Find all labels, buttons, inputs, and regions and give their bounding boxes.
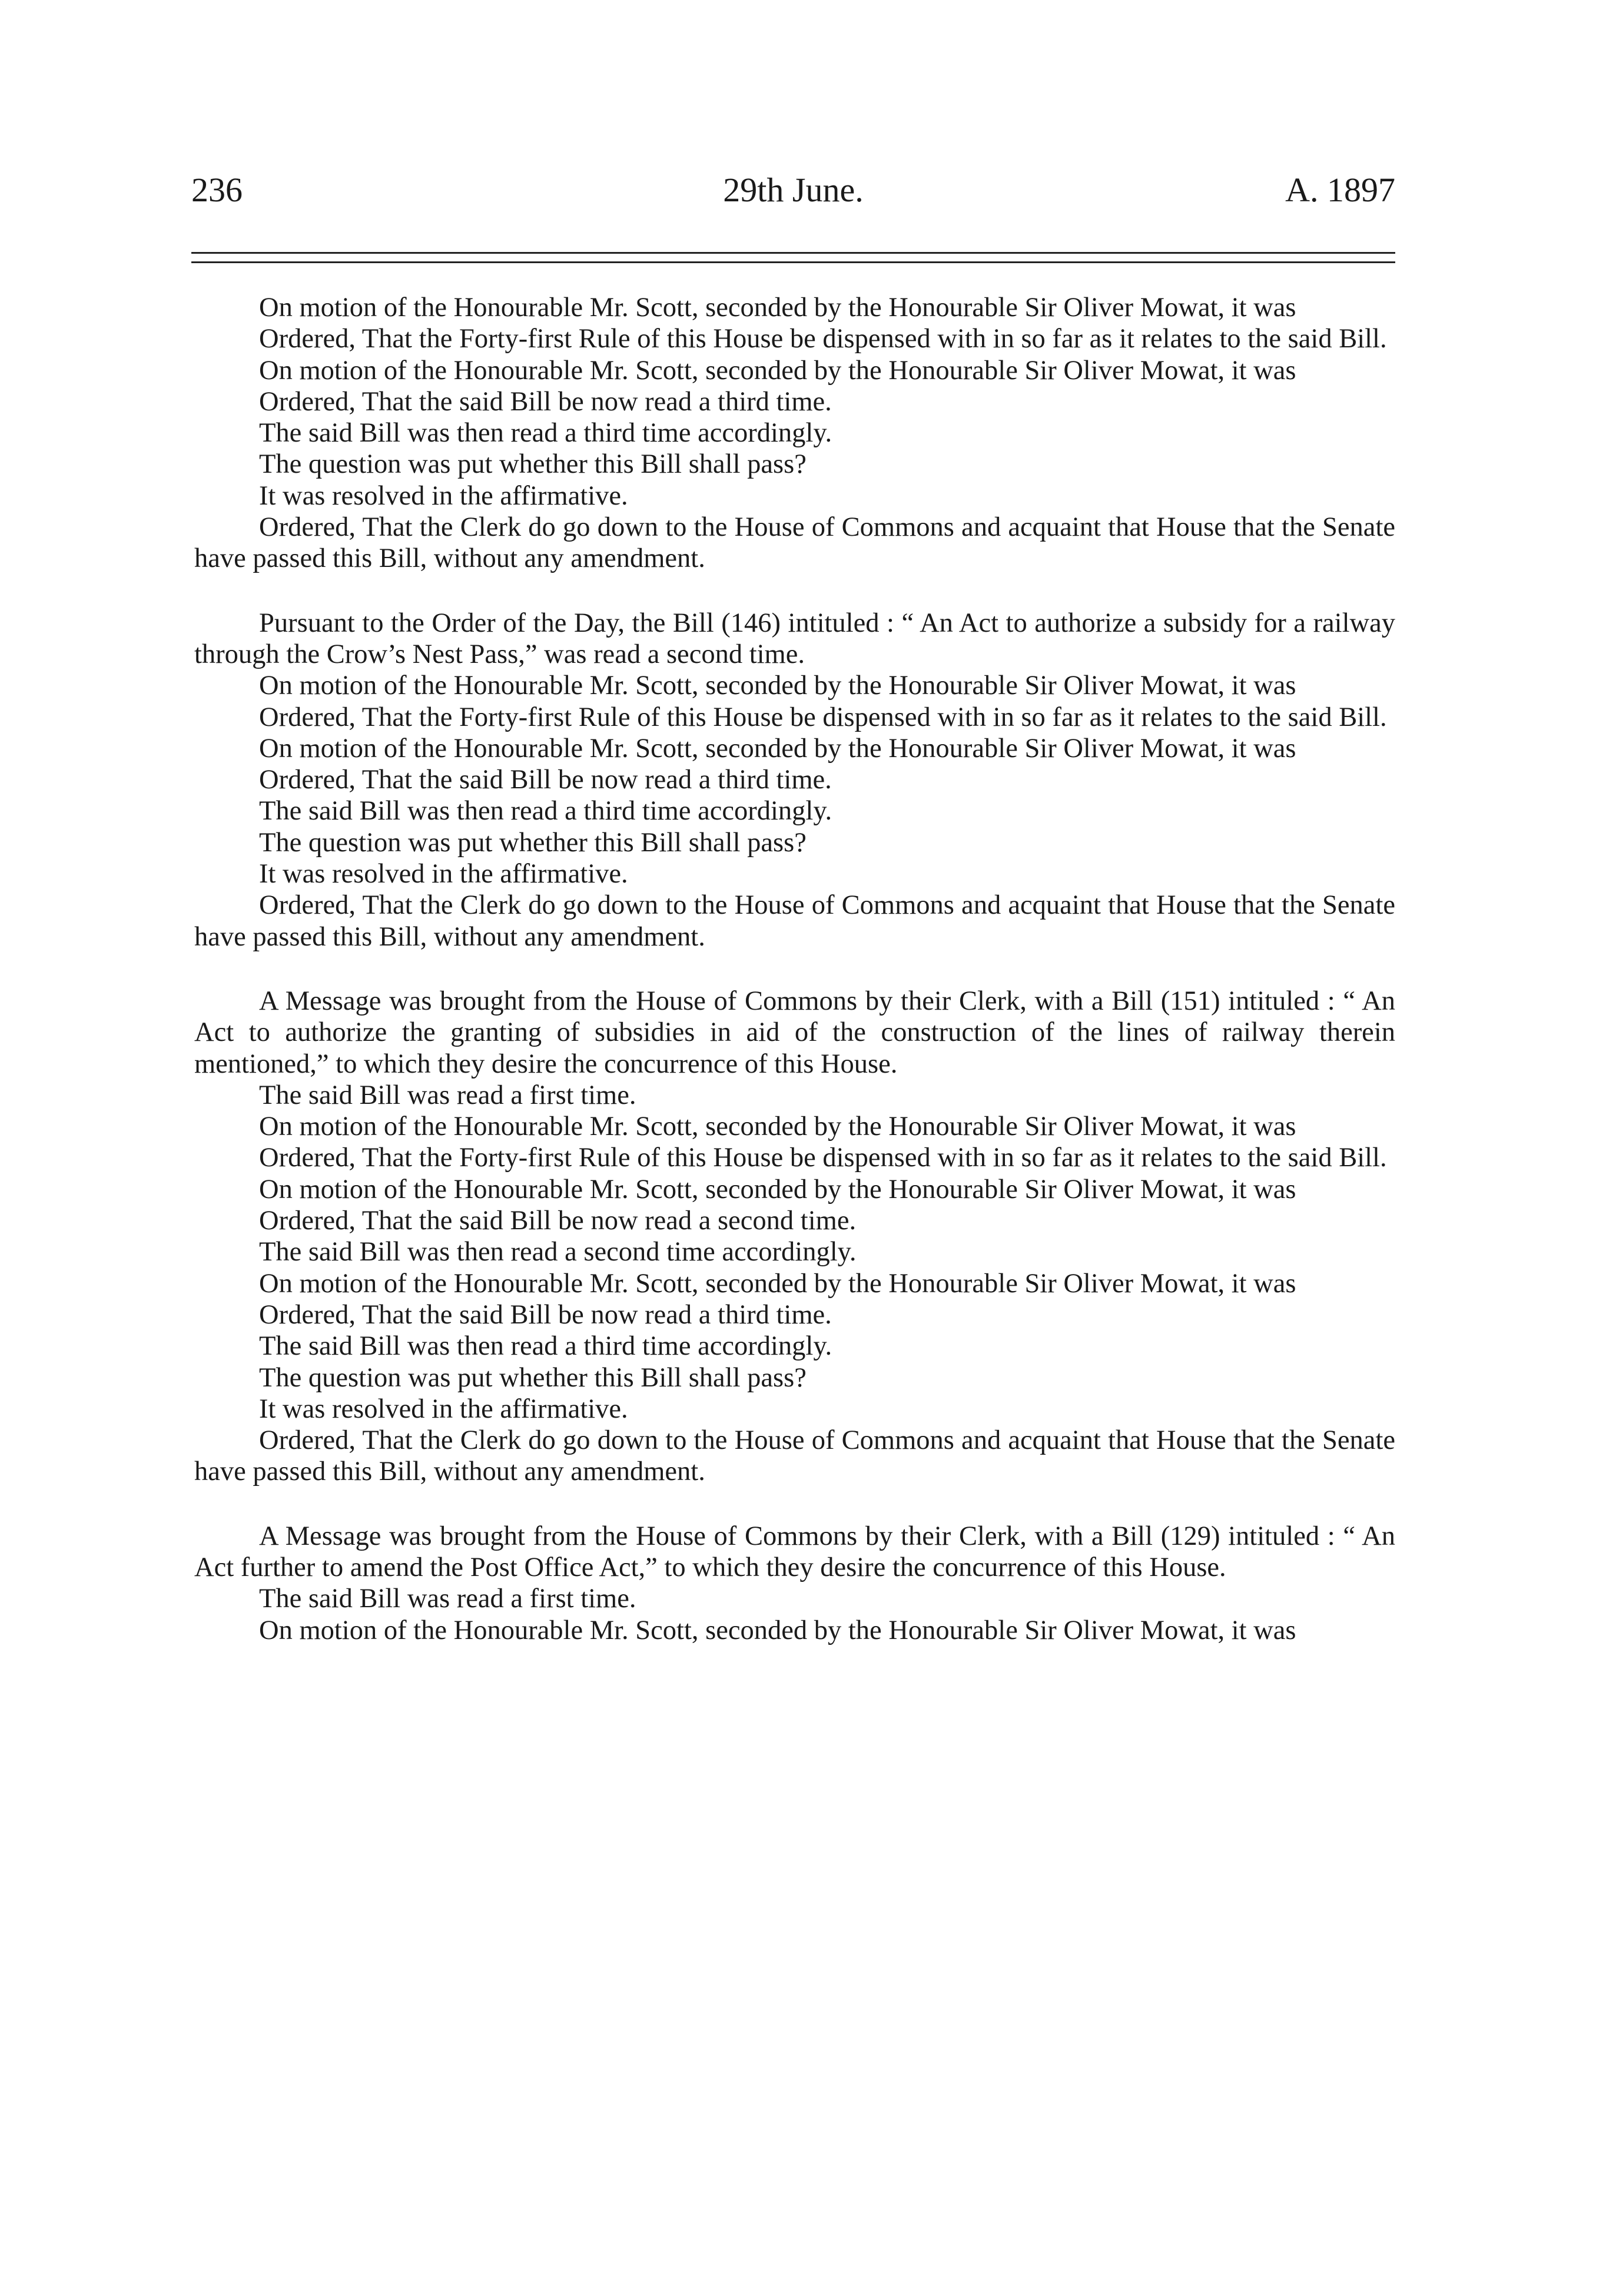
page-year: A. 1897: [1285, 171, 1395, 209]
paragraph: On motion of the Honourable Mr. Scott, seconded by the Honourable Sir Oliver Mowat, it was: [259, 1174, 1296, 1205]
paragraph: Ordered, That the Forty-first Rule of this House be dispensed with in so far as it relates to the said Bill.: [259, 702, 1387, 732]
paragraph: On motion of the Honourable Mr. Scott, seconded by the Honourable Sir Oliver Mowat, it was: [259, 293, 1296, 323]
paragraph: A Message was brought from the House of Commons by their Clerk, with a Bill (151) intituled : “ An Act to authorize the granting of subsidies in aid of the construction of the lines of railway therein mentioned,” to which they desire the concurrence of this House.: [194, 986, 1395, 1079]
paragraph: The said Bill was then read a third time accordingly.: [259, 796, 832, 827]
paragraph: On motion of the Honourable Mr. Scott, seconded by the Honourable Sir Oliver Mowat, it was: [259, 1615, 1296, 1645]
paragraph: A Message was brought from the House of Commons by their Clerk, with a Bill (129) intituled : “ An Act further to amend the Post Office Act,” to which they desire the concurrence of this House.: [194, 1521, 1395, 1582]
paragraph: On motion of the Honourable Mr. Scott, seconded by the Honourable Sir Oliver Mowat, it was: [259, 733, 1296, 764]
paragraph: It was resolved in the affirmative.: [259, 1393, 628, 1424]
paragraph: Ordered, That the Forty-first Rule of this House be dispensed with in so far as it relates to the said Bill.: [259, 1143, 1387, 1173]
paragraph: On motion of the Honourable Mr. Scott, seconded by the Honourable Sir Oliver Mowat, it was: [259, 1111, 1296, 1142]
paragraph: The said Bill was read a first time.: [259, 1080, 636, 1110]
header-rule-bottom: [191, 261, 1395, 263]
paragraph: Ordered, That the said Bill be now read a third time.: [259, 1299, 832, 1330]
paragraph: Ordered, That the Clerk do go down to the House of Commons and acquaint that House that the Senate have passed this Bill, without any amendment.: [194, 512, 1395, 574]
paragraph: Ordered, That the said Bill be now read a third time.: [259, 386, 832, 417]
paragraph: Pursuant to the Order of the Day, the Bill (146) intituled : “ An Act to authorize a subsidy for a railway through the Crow’s Nest Pass,” was read a second time.: [194, 608, 1395, 669]
paragraph: Ordered, That the said Bill be now read a second time.: [259, 1206, 857, 1236]
paragraph: The question was put whether this Bill shall pass?: [259, 827, 807, 858]
section-bill-146: [194, 608, 1395, 953]
paragraph: Ordered, That the Forty-first Rule of this House be dispensed with in so far as it relates to the said Bill.: [259, 324, 1387, 354]
paragraph: The said Bill was read a first time.: [259, 1584, 636, 1614]
section-bill-forty-first-rule: [194, 292, 1395, 575]
paragraph: The said Bill was then read a third time accordingly.: [259, 1331, 832, 1362]
paragraph: It was resolved in the affirmative.: [259, 859, 628, 890]
section-bill-129: [194, 1521, 1395, 1646]
paragraph: It was resolved in the affirmative.: [259, 480, 628, 511]
paragraph: Ordered, That the Clerk do go down to the House of Commons and acquaint that House that the Senate have passed this Bill, without any amendment.: [194, 1425, 1395, 1487]
paragraph: On motion of the Honourable Mr. Scott, seconded by the Honourable Sir Oliver Mowat, it was: [259, 1268, 1296, 1299]
page-number: 236: [191, 171, 243, 209]
paragraph: Ordered, That the Clerk do go down to the House of Commons and acquaint that House that the Senate have passed this Bill, without any amendment.: [194, 890, 1395, 952]
paragraph: The question was put whether this Bill shall pass?: [259, 449, 807, 480]
paragraph: On motion of the Honourable Mr. Scott, seconded by the Honourable Sir Oliver Mowat, it was: [259, 671, 1296, 701]
paragraph: On motion of the Honourable Mr. Scott, seconded by the Honourable Sir Oliver Mowat, it was: [259, 355, 1296, 386]
paragraph: The said Bill was then read a second time accordingly.: [259, 1237, 857, 1268]
paragraph: The question was put whether this Bill shall pass?: [259, 1362, 807, 1393]
document-body: [194, 292, 1395, 1646]
page-header: [191, 164, 1395, 217]
paragraph: The said Bill was then read a third time accordingly.: [259, 418, 832, 449]
header-rule-top: [191, 252, 1395, 254]
paragraph: Ordered, That the said Bill be now read a third time.: [259, 765, 832, 795]
section-bill-151: [194, 986, 1395, 1488]
page-date: 29th June.: [723, 171, 864, 209]
